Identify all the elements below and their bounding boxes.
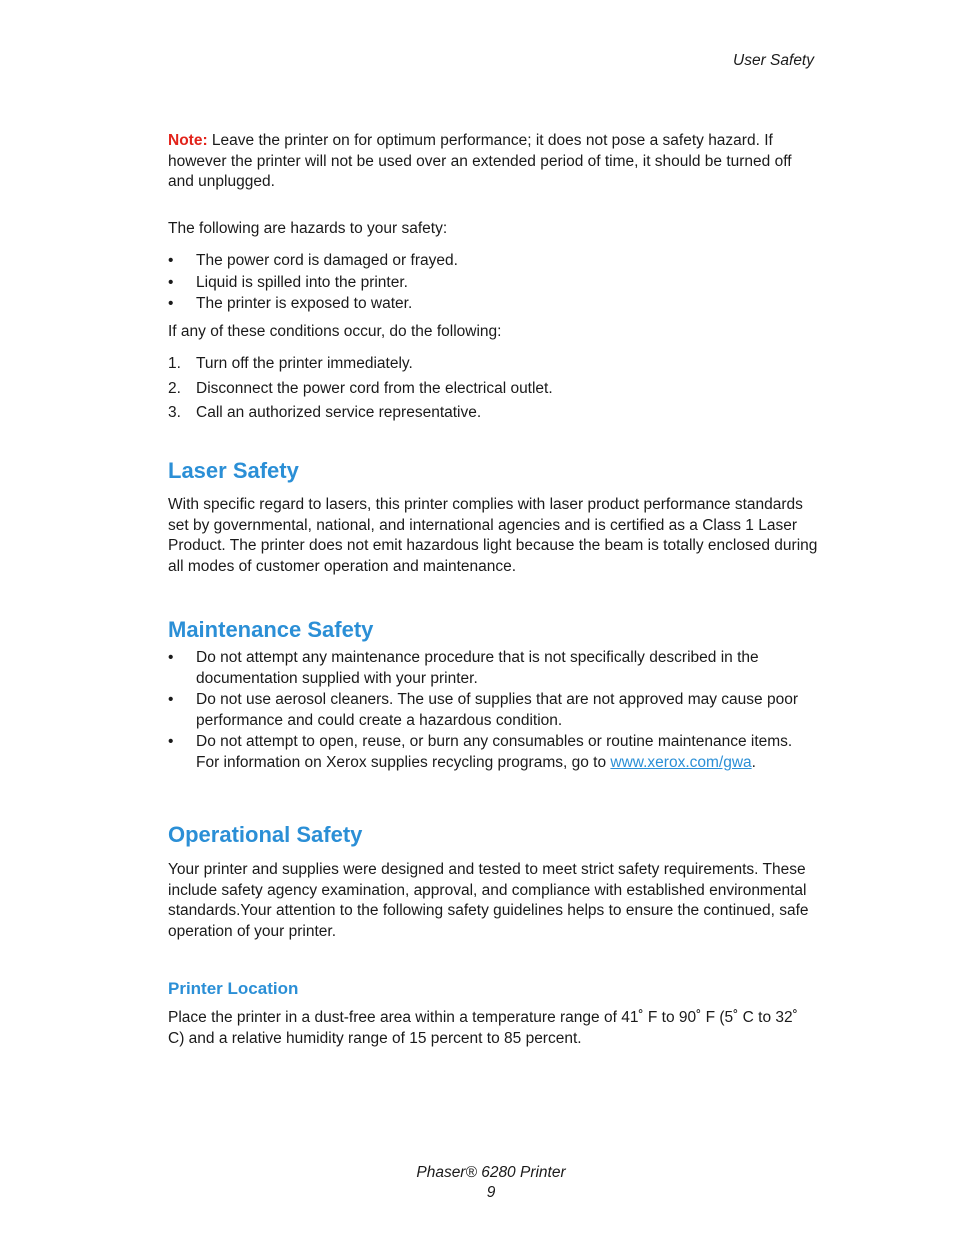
printer-location-body: Place the printer in a dust-free area within a temperature range of 41˚ F to 90˚ F (5˚ C to 32˚ C) and a relative humidity range of 15 percent to 85 percent.: [168, 1009, 798, 1047]
operational-safety-body: Your printer and supplies were designed and tested to meet strict safety requirements. These include safety agency examination, approval, and compliance with established environmental standards.Your attention to the following safety guidelines helps to ensure the continued, safe operation of your printer.: [168, 861, 809, 940]
list-item: • Liquid is spilled into the printer.: [168, 273, 408, 291]
note-paragraph: [168, 131, 818, 193]
hazards-list: [168, 251, 818, 315]
laser-safety-body: With specific regard to lasers, this printer complies with laser product performance standards set by governmental, national, and international agencies and is certified as a Class 1 Laser Product. The printer does not emit hazardous light because the beam is totally enclosed during all modes of customer operation and maintenance.: [168, 496, 818, 575]
xerox-gwa-link[interactable]: www.xerox.com/gwa: [610, 753, 752, 771]
page-footer: [0, 1163, 954, 1203]
page-number: 9: [486, 1184, 496, 1201]
maintenance-safety-heading: Maintenance Safety: [168, 617, 374, 642]
list-item: • Do not attempt any maintenance procedure that is not specifically described in the documentation supplied with your printer.: [168, 649, 759, 687]
list-item: 3. Call an authorized service representative.: [168, 404, 482, 421]
running-header: User Safety: [733, 52, 814, 69]
list-item: • The printer is exposed to water.: [168, 295, 413, 312]
printer-location-heading: Printer Location: [168, 979, 299, 998]
note-label: Note:: [168, 132, 208, 149]
list-item: 2. Disconnect the power cord from the electrical outlet.: [168, 379, 553, 397]
list-item: • The power cord is damaged or frayed.: [168, 252, 458, 269]
note-text: Leave the printer on for optimum performance; it does not pose a safety hazard. If however the printer will not be used over an extended period of time, it should be turned off and unplugged.: [168, 132, 792, 190]
steps-list: [168, 354, 818, 424]
conditions-intro: If any of these conditions occur, do the following:: [168, 323, 502, 340]
list-item: 1. Turn off the printer immediately.: [168, 355, 413, 372]
hazards-intro: The following are hazards to your safety:: [168, 220, 448, 237]
operational-safety-heading: Operational Safety: [168, 822, 363, 847]
footer-product: Phaser® 6280 Printer: [416, 1164, 566, 1181]
laser-safety-heading: Laser Safety: [168, 458, 299, 483]
list-item: • Do not attempt to open, reuse, or burn any consumables or routine maintenance items. For information on Xerox supplies recycling programs, go to www.xerox.com/gwa.: [168, 733, 793, 771]
list-item: • Do not use aerosol cleaners. The use of supplies that are not approved may cause poor performance and could create a hazardous condition.: [168, 691, 798, 729]
maintenance-list: [168, 648, 818, 773]
